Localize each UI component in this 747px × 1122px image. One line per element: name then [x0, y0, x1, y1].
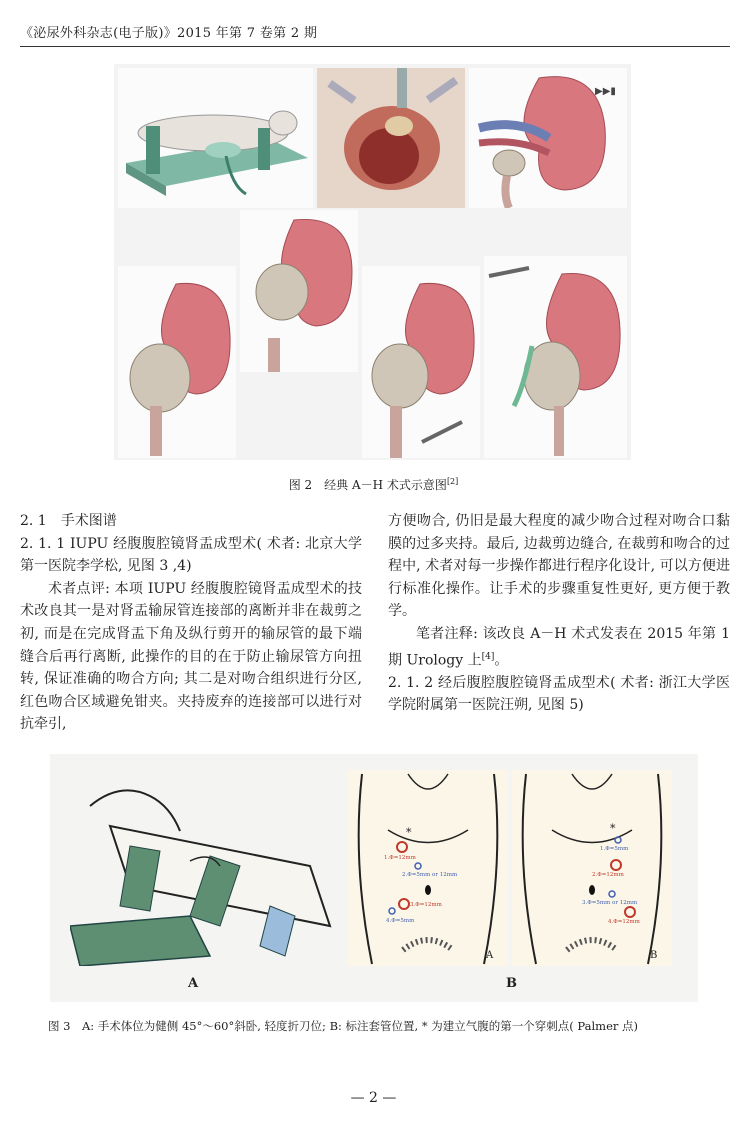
panel-letter: A [486, 950, 494, 961]
left-column [20, 510, 362, 736]
header-rule [20, 46, 730, 47]
patient-flank-position-illustration [70, 766, 340, 966]
palmer-point-star: * [406, 826, 412, 839]
port-label: 1.Φ=12mm [384, 855, 416, 861]
kidney-pelvis-step-1 [118, 266, 236, 458]
kidney-exposure-illustration [469, 68, 627, 208]
port-label: 1.Φ=5mm [600, 846, 629, 852]
port-label: 3.Φ=12mm [410, 902, 442, 908]
subsection-heading-2: 2. 1. 2 经后腹腔腹腔镜肾盂成型术( 术者: 浙江大学医学院附属第一医院汪朔, 见图 5) [388, 674, 730, 714]
section-heading: 2. 1 手术图谱 [20, 513, 117, 529]
incision-exposure-illustration [317, 68, 465, 208]
palmer-point-star: * [610, 822, 616, 835]
running-header: 《泌尿外科杂志(电子版)》2015 年第 7 卷第 2 期 [20, 26, 318, 41]
page-number: — 2 — [350, 1090, 397, 1106]
port-label: 2.Φ=5mm or 12mm [402, 872, 458, 878]
right-column [388, 510, 730, 717]
figure-3-label-a: A [188, 976, 199, 991]
port-label: 3.Φ=5mm or 12mm [582, 900, 638, 906]
port-position-panel-right [512, 770, 672, 966]
kidney-pelvis-step-2 [240, 210, 358, 372]
body-paragraph-continued: 方便吻合, 仍旧是最大程度的减少吻合过程对吻合口黏膜的过多夹持。最后, 边裁剪边缝合, 在裁剪和吻合的过程中, 术者对每一步操作都进行程序化设计, 可以方便进行标准化操作。让手术的步骤重复性更好, 更方便于教学。 [388, 513, 730, 620]
port-label: 4.Φ=12mm [608, 919, 640, 925]
panel-letter: B [650, 950, 658, 961]
kidney-pelvis-step-4 [484, 256, 627, 458]
figure-2-caption: 图 2 经典 A－H 术式示意图[2] [288, 477, 459, 492]
figure-3-caption: 图 3 A: 手术体位为健侧 45°～60°斜卧, 轻度折刀位; B: 标注套管位置, * 为建立气腹的第一个穿刺点( Palmer 点) [48, 1019, 639, 1033]
figure-2 [114, 64, 631, 460]
port-position-panel-left [348, 770, 508, 966]
port-label: 2.Φ=12mm [592, 872, 624, 878]
patient-position-illustration [118, 68, 313, 208]
figure-3-label-b: B [506, 976, 517, 991]
svg-text:▶▶▮: ▶▶▮ [595, 86, 616, 97]
kidney-pelvis-step-3 [362, 266, 480, 458]
author-note: 笔者注释: 该改良 A－H 术式发表在 2015 年第 1 期 Urology 上[4]。 [388, 625, 730, 669]
port-label: 4.Φ=5mm [386, 918, 415, 924]
figure-3 [50, 754, 698, 1002]
body-paragraph: 术者点评: 本项 IUPU 经腹腹腔镜肾盂成型术的技术改良其一是对肾盂输尿管连接部的离断并非在裁剪之初, 而是在完成肾盂下角及纵行剪开的输尿管的最下端缝合后再行离断, 此操作的目的在于防止输尿管方向扭转, 保证准确的吻合方向; 其二是对吻合组织进行分区, 红色吻合区域避免钳夹。夹持废弃的连接部可以进行对抗牵引, [20, 580, 362, 733]
subsection-heading-1: 2. 1. 1 IUPU 经腹腹腔镜肾盂成型术( 术者: 北京大学第一医院李学松, 见图 3 ,4) [20, 535, 362, 575]
